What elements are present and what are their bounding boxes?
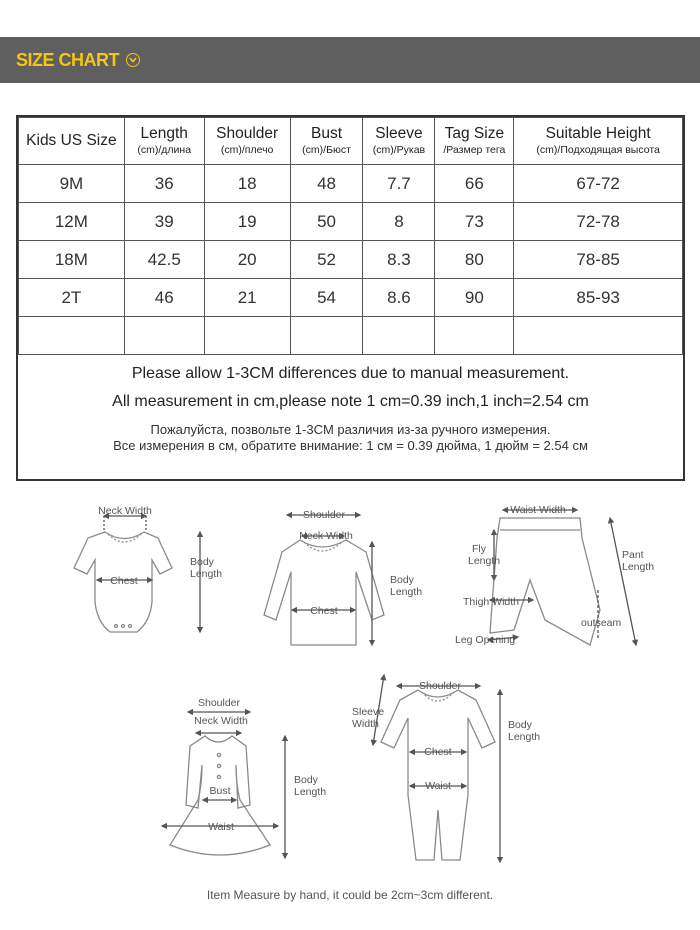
- table-cell: 50: [290, 203, 363, 241]
- table-cell: [19, 317, 125, 355]
- table-cell: 80: [435, 241, 514, 279]
- table-row: [19, 279, 683, 317]
- table-cell: 73: [435, 203, 514, 241]
- table-cell: 12M: [19, 203, 125, 241]
- table-cell: 8.6: [363, 279, 435, 317]
- diagram-label: Length: [294, 786, 327, 798]
- table-cell: 85-93: [514, 279, 683, 317]
- table-cell: [514, 317, 683, 355]
- diagram-label: Waist: [425, 780, 451, 792]
- table-cell: 39: [124, 203, 204, 241]
- measurement-notes: [18, 352, 683, 479]
- table-row: [19, 165, 683, 203]
- table-cell: 48: [290, 165, 363, 203]
- table-cell: 7.7: [363, 165, 435, 203]
- column-header: Sleeve (cm)/Рукав: [363, 118, 435, 165]
- diagram-label: Shoulder: [418, 680, 462, 692]
- chevron-circle-down-icon: [126, 53, 140, 67]
- column-header: Bust (cm)/Бюст: [290, 118, 363, 165]
- table-cell: [435, 317, 514, 355]
- table-cell: 66: [435, 165, 514, 203]
- diagram-label: Neck Width: [299, 530, 353, 542]
- table-cell: 19: [204, 203, 290, 241]
- table-cell: [204, 317, 290, 355]
- table-cell: 36: [124, 165, 204, 203]
- diagram-label: Body: [294, 774, 318, 786]
- diagram-label: Length: [508, 731, 541, 743]
- table-cell: 8.3: [363, 241, 435, 279]
- diagram-label: Shoulder: [302, 509, 346, 521]
- bodysuit-diagram: [74, 516, 200, 632]
- diagram-label: Bust: [209, 785, 231, 797]
- note-line: Please allow 1-3CM differences due to manual measurement.: [131, 365, 570, 382]
- table-cell: 67-72: [514, 165, 683, 203]
- table-cell: 72-78: [514, 203, 683, 241]
- diagram-label: Body: [390, 574, 414, 586]
- romper-diagram: [373, 675, 500, 862]
- diagram-label: Body: [508, 719, 532, 731]
- diagram-label: Waist: [208, 821, 234, 833]
- table-cell: 46: [124, 279, 204, 317]
- diagram-label: outseam: [581, 617, 622, 629]
- table-row-empty: [19, 317, 683, 355]
- table-cell: 42.5: [124, 241, 204, 279]
- diagram-label: Shoulder: [197, 697, 241, 709]
- size-chart-table: [16, 115, 685, 481]
- column-header: Length (cm)/длина: [124, 118, 204, 165]
- diagram-label: Chest: [110, 575, 138, 587]
- table-cell: 90: [435, 279, 514, 317]
- diagram-label: Fly: [472, 543, 486, 555]
- table-cell: 2T: [19, 279, 125, 317]
- measurement-diagrams: [0, 490, 700, 880]
- table-cell: 18: [204, 165, 290, 203]
- diagram-label: Chest: [424, 746, 452, 758]
- diagram-label: Neck Width: [194, 715, 248, 727]
- diagram-label: Neck Width: [98, 505, 152, 517]
- diagram-label: Leg Opening: [455, 634, 516, 646]
- column-header: Suitable Height (cm)/Подходящая высота: [514, 118, 683, 165]
- diagram-label: Sleeve: [352, 706, 385, 718]
- table-cell: 18M: [19, 241, 125, 279]
- footer-note: Item Measure by hand, it could be 2cm~3cm different.: [206, 888, 494, 902]
- table-row: [19, 241, 683, 279]
- table-cell: [124, 317, 204, 355]
- table-cell: 21: [204, 279, 290, 317]
- diagram-label: Length: [468, 555, 501, 567]
- note-line: All measurement in cm,please note 1 cm=0.39 inch,1 inch=2.54 cm: [112, 393, 589, 410]
- diagram-label: Length: [390, 586, 423, 598]
- diagram-label: Pant: [622, 549, 644, 561]
- column-header: Tag Size /Размер тега: [435, 118, 514, 165]
- diagram-label: Body: [190, 556, 214, 568]
- table-cell: 20: [204, 241, 290, 279]
- table-cell: 8: [363, 203, 435, 241]
- note-line-russian: Все измерения в см, обратите внимание: 1 см = 0.39 дюйма, 1 дюйм = 2.54 см: [113, 438, 588, 453]
- column-header: Kids US Size: [19, 118, 125, 165]
- table-cell: 54: [290, 279, 363, 317]
- diagram-label: Length: [190, 568, 223, 580]
- table-cell: [290, 317, 363, 355]
- note-line-russian: Пожалуйста, позвольте 1-3CM различия из-за ручного измерения.: [150, 422, 551, 437]
- banner-title: SIZE CHART: [16, 49, 119, 70]
- diagram-label: Thigh Width: [463, 596, 520, 608]
- table-cell: 52: [290, 241, 363, 279]
- table-row: [19, 203, 683, 241]
- diagram-label: Length: [622, 561, 655, 573]
- table-cell: [363, 317, 435, 355]
- diagram-label: Chest: [310, 605, 338, 617]
- column-header: Shoulder (cm)/плечо: [204, 118, 290, 165]
- size-chart-banner: [0, 37, 700, 83]
- table-cell: 9M: [19, 165, 125, 203]
- table-cell: 78-85: [514, 241, 683, 279]
- table-header-row: [19, 118, 683, 165]
- diagram-label: Width: [352, 718, 379, 730]
- diagram-label: Waist Width: [510, 504, 566, 516]
